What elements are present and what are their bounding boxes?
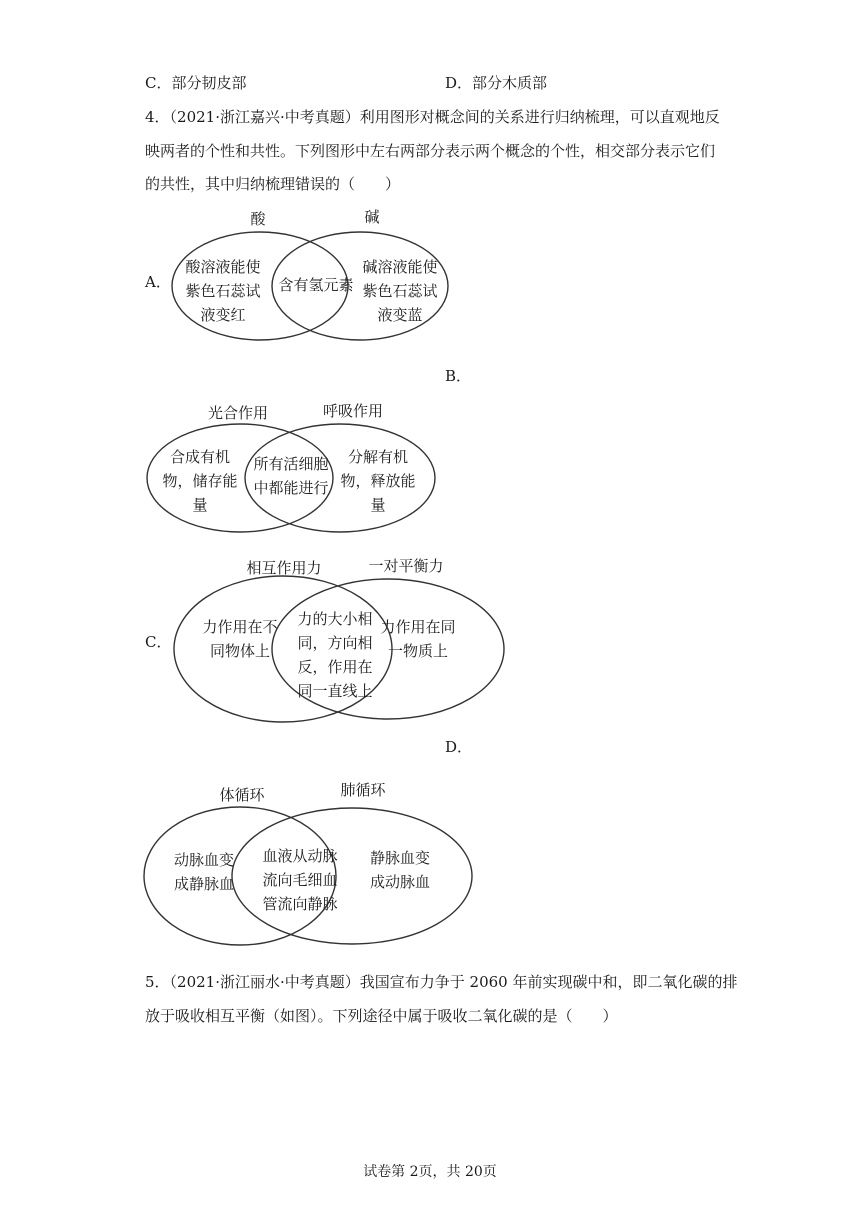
- venn-d-middle-line1: 血液从动脉: [262, 847, 338, 865]
- venn-a-right-title: 碱: [364, 208, 380, 226]
- venn-a-left-line1: 酸溶液能使: [185, 258, 261, 276]
- venn-b-left-line1: 合成有机: [169, 448, 231, 466]
- venn-a-right-line1: 碱溶液能使: [362, 258, 438, 276]
- venn-a-middle-line1: 含有氢元素: [278, 276, 354, 294]
- venn-c-middle-line1: 力的大小相: [297, 610, 373, 628]
- venn-c-left-line2: 同物体上: [209, 642, 271, 660]
- venn-c-right-line1: 力作用在同: [380, 618, 456, 636]
- venn-c-left-line1: 力作用在不: [202, 618, 278, 636]
- venn-d-middle-line3: 管流向静脉: [262, 895, 338, 913]
- venn-diagram-c: [170, 550, 510, 725]
- venn-c-middle-line2: 同，方向相: [297, 634, 373, 652]
- venn-b-right-line1: 分解有机: [347, 448, 409, 466]
- page-footer: 试卷第 2页，共 20页: [363, 1164, 497, 1180]
- q4-stem-line3: 的共性，其中归纳梳理错误的（ ）: [145, 175, 401, 193]
- option-a-label: A．: [145, 273, 171, 291]
- option-b-label: B．: [445, 367, 472, 385]
- venn-diagram-a: [160, 200, 480, 350]
- venn-b-left-line3: 量: [192, 496, 208, 514]
- venn-diagram-d: [140, 775, 480, 950]
- venn-a-right-line2: 紫色石蕊试: [362, 282, 438, 300]
- venn-c-right-line2: 一物质上: [387, 642, 449, 660]
- option-d-prev: D．部分木质部: [445, 74, 548, 92]
- venn-b-middle-line1: 所有活细胞: [253, 455, 329, 473]
- venn-c-middle-line3: 反，作用在: [297, 658, 373, 676]
- venn-b-middle-line2: 中都能进行: [253, 479, 329, 497]
- venn-d-left-line1: 动脉血变: [173, 851, 235, 869]
- q4-stem-line1: 4．（2021·浙江嘉兴·中考真题）利用图形对概念间的关系进行归纳梳理，可以直观地反: [145, 108, 720, 126]
- q5-stem-line2: 放于吸收相互平衡（如图）。下列途径中属于吸收二氧化碳的是（ ）: [145, 1007, 618, 1025]
- venn-b-left-line2: 物，储存能: [162, 472, 238, 490]
- venn-a-left-line2: 紫色石蕊试: [185, 282, 261, 300]
- venn-b-right-title: 呼吸作用: [322, 402, 384, 420]
- venn-b-right-line3: 量: [370, 496, 386, 514]
- option-c-label: C．: [145, 633, 172, 651]
- venn-a-right-line3: 液变蓝: [377, 306, 423, 324]
- venn-c-right-title: 一对平衡力: [368, 557, 444, 575]
- venn-a-left-line3: 液变红: [200, 306, 246, 324]
- q5-stem-line1: 5．（2021·浙江丽水·中考真题）我国宣布力争于 2060 年前实现碳中和，即二氧化碳的排: [145, 973, 738, 991]
- venn-d-right-line1: 静脉血变: [369, 849, 431, 867]
- option-d-label: D．: [445, 738, 473, 756]
- q4-stem-line2: 映两者的个性和共性。下列图形中左右两部分表示两个概念的个性，相交部分表示它们: [145, 142, 716, 160]
- venn-b-right-line2: 物，释放能: [340, 472, 416, 490]
- venn-diagram-b: [140, 395, 460, 530]
- option-c-prev: C．部分韧皮部: [145, 74, 247, 92]
- venn-d-middle-line2: 流向毛细血: [262, 871, 338, 889]
- venn-d-right-line2: 成动脉血: [369, 873, 431, 891]
- venn-c-middle-line4: 同一直线上: [297, 682, 373, 700]
- venn-d-right-title: 肺循环: [340, 781, 386, 799]
- venn-b-left-title: 光合作用: [207, 404, 269, 422]
- venn-c-left-title: 相互作用力: [246, 559, 322, 577]
- venn-d-left-title: 体循环: [219, 786, 265, 804]
- venn-d-left-line2: 成静脉血: [173, 875, 235, 893]
- venn-a-left-title: 酸: [250, 210, 266, 228]
